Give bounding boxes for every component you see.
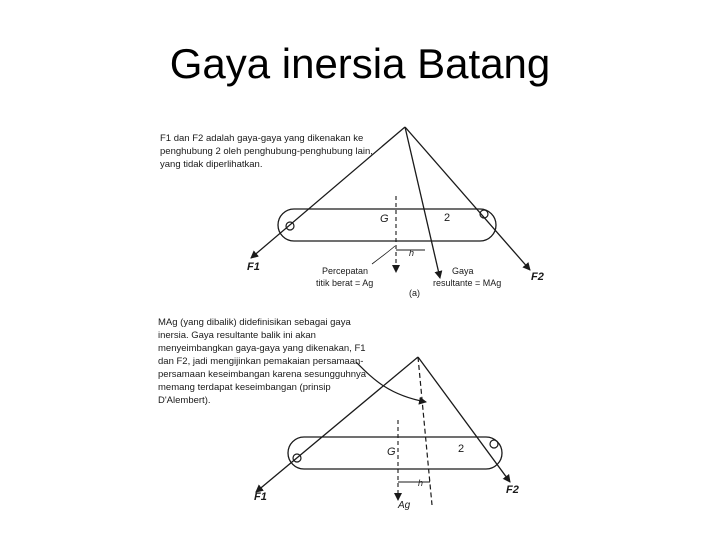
figure-b [254,357,519,511]
label-link-b: 2 [458,443,465,455]
label-h-b: h [418,478,424,488]
slide-title: Gaya inersia Batang [169,40,551,87]
force-f2-arrow-b [418,357,510,482]
label-h-a: h [409,248,415,258]
label-part-a: (a) [409,288,420,298]
label-f1-a: F1 [247,261,260,273]
label-accel-1-a: Percepatan [322,266,369,276]
caption-top: F1 dan F2 adalah gaya-gaya yang dikenakan ke penghubung 2 oleh penghubung-penghubung lain, yang tidak diperlihatkan. [160,133,373,170]
force-f2-arrow-a [405,127,530,270]
figure-a [247,127,544,298]
label-result-1-a: Gaya [452,266,474,276]
pin-right-b [490,440,498,448]
label-link-a: 2 [444,212,451,224]
force-f1-arrow-a [251,127,405,258]
accel-leader-a [372,246,395,264]
label-g-b: G [387,446,396,458]
label-f2-a: F2 [531,271,544,283]
caption-bottom: MAg (yang dibalik) didefinisikan sebagai gaya inersia. Gaya resultante balik ini akan menyeimbangkan gaya-gaya yang dikenakan, F1 dan F2, jadi mengijinkan pemakaian persamaan-persamaan keseimbangan karena sesungguhnya memang terdapat keseimbangan (prinsip D'Alembert). [158,317,367,406]
label-accel-2-a: titik berat = Ag [316,278,374,288]
label-g-a: G [380,213,389,225]
label-f2-b: F2 [506,484,519,496]
inertia-force-arrow-b [356,362,426,402]
label-result-2-a: resultante = MAg [433,278,502,288]
force-f1-arrow-b [256,357,418,492]
label-f1-b: F1 [254,491,267,503]
label-ag-b: Ag [398,500,411,511]
